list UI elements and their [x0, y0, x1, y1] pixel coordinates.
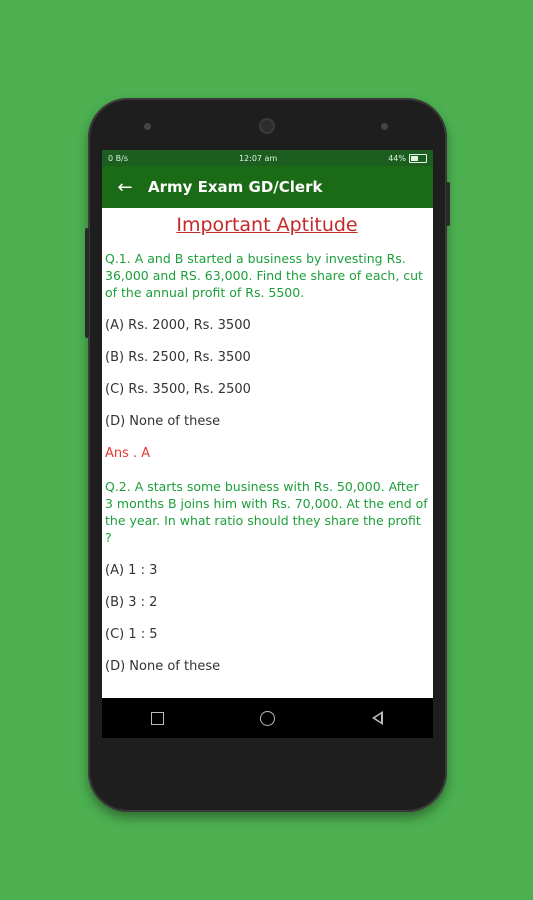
- app-bar: [102, 166, 433, 208]
- question-text: Q.1. A and B started a business by investing Rs. 36,000 and RS. 63,000. Find the share of each, cut of the annual profit of Rs. 5500.: [105, 251, 423, 300]
- option-text: (C) Rs. 3500, Rs. 2500: [105, 382, 251, 397]
- battery-icon: [409, 154, 427, 163]
- power-button: [446, 182, 450, 226]
- network-speed: 0 B/s: [108, 153, 128, 163]
- content-scroll[interactable]: [102, 214, 433, 674]
- status-bar: [102, 150, 433, 166]
- page-heading: Important Aptitude: [176, 214, 358, 236]
- screen: [102, 150, 433, 738]
- option-text: (D) None of these: [105, 414, 221, 429]
- battery-percent: 44%: [388, 153, 406, 163]
- volume-button: [85, 228, 89, 338]
- arrow-left-icon[interactable]: ←: [117, 176, 133, 198]
- sensor-dot: [381, 123, 388, 130]
- option-text: (A) Rs. 2000, Rs. 3500: [105, 318, 251, 333]
- app-title: Army Exam GD/Clerk: [148, 178, 323, 196]
- option-text: (A) 1 : 3: [105, 563, 158, 578]
- nav-bar: [102, 698, 433, 738]
- option-text: (B) Rs. 2500, Rs. 3500: [105, 350, 251, 365]
- front-camera: [259, 118, 275, 134]
- option-text: (D) None of these: [105, 659, 221, 674]
- question-text: Q.2. A starts some business with Rs. 50,000. After 3 months B joins him with Rs. 70,000. At the end of the year. In what ratio should they share the profit ?: [105, 479, 428, 545]
- answer-text: Ans . A: [105, 446, 151, 461]
- clock: 12:07 am: [238, 153, 278, 163]
- phone-frame: [88, 98, 447, 812]
- option-text: (B) 3 : 2: [105, 595, 158, 610]
- triangle-back-icon[interactable]: [368, 708, 388, 728]
- circle-icon[interactable]: [257, 708, 277, 728]
- square-icon[interactable]: [147, 708, 167, 728]
- status-icons: [388, 154, 427, 163]
- sensor-dot: [144, 123, 151, 130]
- option-text: (C) 1 : 5: [105, 627, 158, 642]
